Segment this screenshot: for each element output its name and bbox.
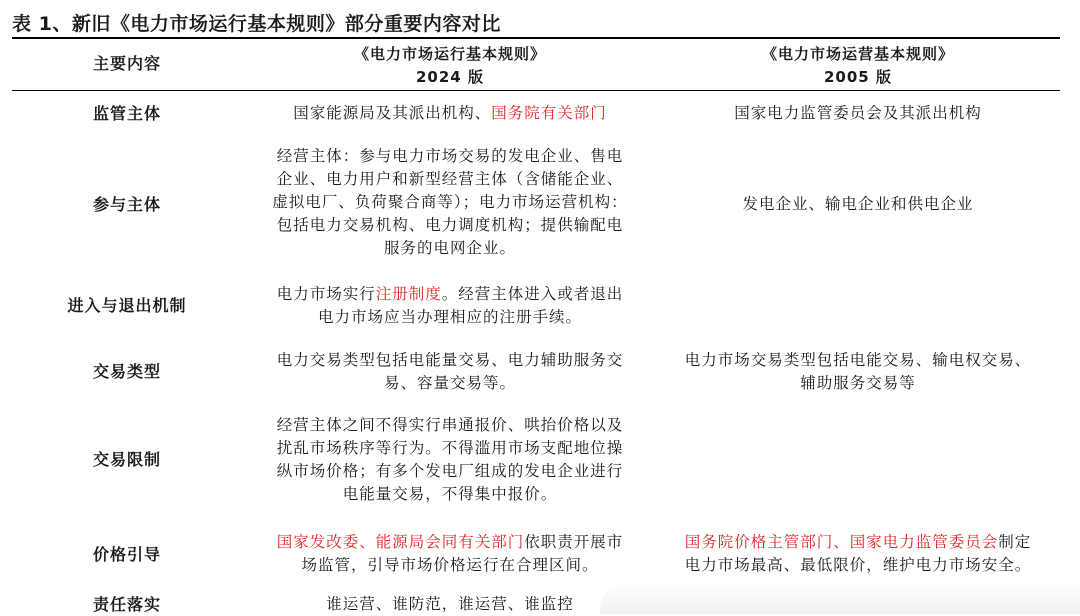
text-segment: 电力交易类型包括电能量交易、电力辅助服务交	[276, 351, 624, 369]
header-main-content: 主要内容	[92, 54, 161, 73]
cell-line	[658, 193, 1058, 216]
cell-2024	[250, 283, 650, 329]
text-segment: 电力市场应当办理相应的注册手续。	[317, 308, 582, 326]
cell-line	[250, 414, 650, 437]
text-segment: 国家电力监管委员会及其派出机构	[734, 104, 982, 122]
header-2024-version: 2024 版	[416, 68, 484, 86]
text-segment: 纵市场价格；有多个发电厂组成的发电企业进行	[276, 462, 624, 480]
bottom-shadow	[600, 580, 1080, 614]
header-rule	[12, 90, 1060, 91]
text-segment: 虚拟电厂、负荷聚合商等）；电力市场运营机构：	[272, 193, 628, 211]
cell-2024	[250, 593, 650, 616]
cell-line	[250, 237, 650, 260]
cell-line	[250, 102, 650, 125]
cell-2005	[658, 349, 1058, 395]
cell-line	[250, 460, 650, 483]
cell-line	[658, 349, 1058, 372]
row-label: 参与主体	[92, 195, 161, 214]
cell-line	[250, 437, 650, 460]
top-rule	[12, 37, 1060, 39]
text-segment: 辅助服务交易等	[800, 374, 916, 392]
text-segment: 易、容量交易等。	[383, 374, 516, 392]
row-label: 价格引导	[92, 545, 161, 564]
text-segment: 电能量交易，不得集中报价。	[342, 485, 558, 503]
text-segment: 国家能源局及其派出机构、	[293, 104, 492, 122]
table-title: 表 1、新旧《电力市场运行基本规则》部分重要内容对比	[12, 13, 501, 35]
text-segment: 电力市场实行	[276, 285, 376, 303]
cell-2024	[250, 102, 650, 125]
text-segment: 场监管，引导市场价格运行在合理区间。	[301, 556, 599, 574]
cell-2024	[250, 531, 650, 577]
header-2024-rules	[250, 43, 650, 89]
cell-line	[250, 191, 650, 214]
text-segment: 企业、电力用户和新型经营主体（含储能企业、	[276, 170, 624, 188]
header-2024-title: 《电力市场运行基本规则》	[353, 45, 546, 63]
header-2005-version: 2005 版	[824, 68, 892, 86]
text-segment: 包括电力交易机构、电力调度机构；提供输配电	[276, 216, 624, 234]
text-segment: 电力市场交易类型包括电能交易、输电权交易、	[684, 351, 1032, 369]
text-segment: 扰乱市场秩序等行为。不得滥用市场支配地位操	[276, 439, 624, 457]
cell-line	[250, 483, 650, 506]
cell-line	[658, 372, 1058, 395]
cell-2024	[250, 145, 650, 260]
cell-line	[250, 593, 650, 616]
text-segment: 制定	[998, 533, 1032, 551]
text-segment: 国务院价格主管部门、国家电力监管委员会	[684, 533, 999, 551]
text-segment: 经营主体：参与电力市场交易的发电企业、售电	[276, 147, 624, 165]
text-segment: 国家发改委、能源局会同有关部门	[276, 533, 525, 551]
cell-2005	[658, 193, 1058, 216]
header-2005-title: 《电力市场运营基本规则》	[761, 45, 954, 63]
cell-line	[250, 283, 650, 306]
text-segment: 谁运营、谁防范，谁运营、谁监控	[326, 595, 574, 613]
cell-2005	[658, 531, 1058, 577]
cell-line	[250, 168, 650, 191]
text-segment: 。经营主体进入或者退出	[441, 285, 624, 303]
row-label: 监管主体	[92, 104, 161, 123]
header-2005-rules	[658, 43, 1058, 89]
text-segment: 经营主体之间不得实行串通报价、哄抬价格以及	[276, 416, 624, 434]
cell-line	[658, 531, 1058, 554]
row-label: 责任落实	[92, 595, 161, 614]
cell-2005	[658, 102, 1058, 125]
cell-line	[250, 372, 650, 395]
row-label: 交易类型	[92, 362, 161, 381]
cell-2024	[250, 414, 650, 506]
cell-line	[250, 531, 650, 554]
text-segment: 注册制度	[375, 285, 442, 303]
cell-line	[250, 214, 650, 237]
text-segment: 电力市场最高、最低限价，维护电力市场安全。	[684, 556, 1032, 574]
text-segment: 发电企业、输电企业和供电企业	[742, 195, 974, 213]
text-segment: 国务院有关部门	[491, 104, 607, 122]
cell-2024	[250, 349, 650, 395]
text-segment: 服务的电网企业。	[383, 239, 516, 257]
cell-line	[250, 306, 650, 329]
cell-line	[658, 554, 1058, 577]
cell-line	[250, 145, 650, 168]
text-segment: 依职责开展市	[524, 533, 624, 551]
row-label: 交易限制	[92, 450, 161, 469]
row-label: 进入与退出机制	[67, 296, 187, 315]
cell-line	[250, 554, 650, 577]
cell-line	[658, 102, 1058, 125]
cell-line	[250, 349, 650, 372]
